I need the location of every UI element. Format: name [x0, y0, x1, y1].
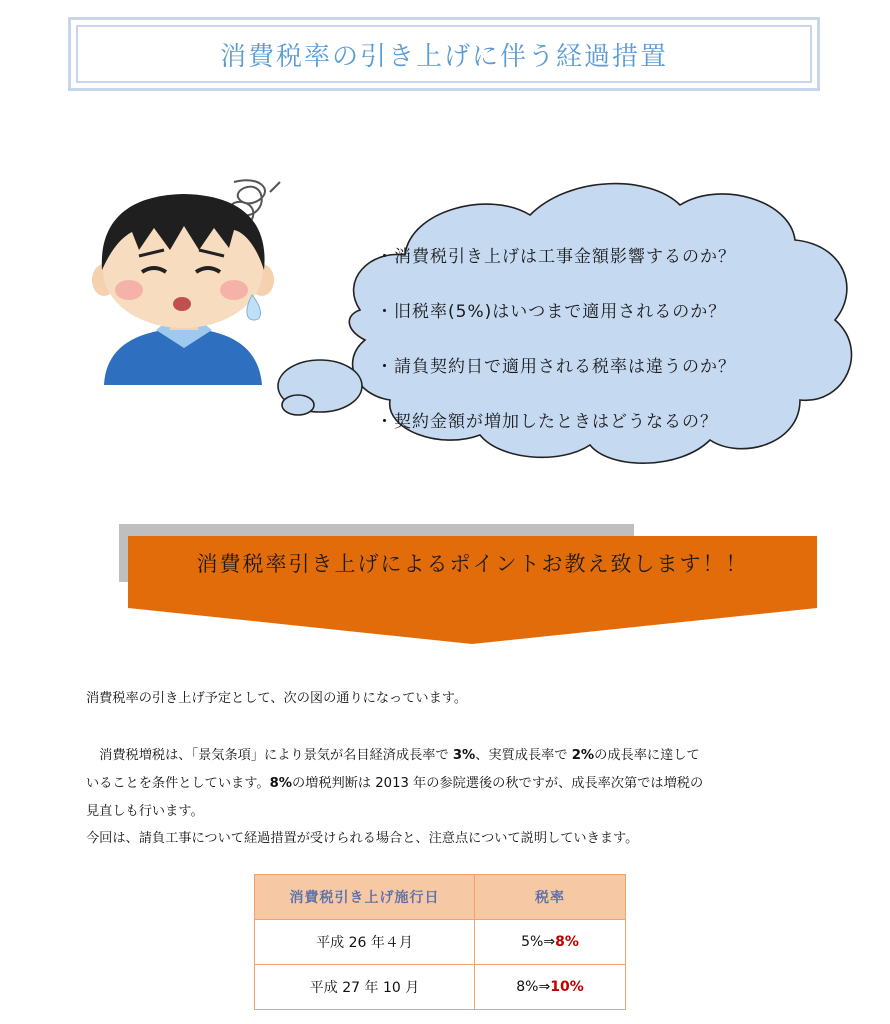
thought-bubble-tiny — [282, 395, 314, 415]
page-title: 消費税率の引き上げに伴う経過措置 — [219, 41, 668, 72]
cell-rate — [475, 920, 626, 965]
tax-rate-table — [254, 874, 626, 1010]
worried-boy-icon — [84, 170, 284, 390]
question-item: ・契約金額が増加したときはどうなるの？ — [376, 412, 718, 432]
rate-old: 8%⇒ — [516, 979, 551, 995]
point-banner — [128, 536, 817, 608]
bold-rate: 3% — [452, 748, 476, 763]
cell-date: 平成 27 年 10 月 — [255, 965, 475, 1010]
title-box — [68, 17, 820, 91]
table-row — [255, 965, 626, 1010]
rate-old: 5%⇒ — [521, 934, 556, 950]
question-item: ・旧税率(5%)はいつまで適用されるのか？ — [376, 302, 727, 322]
bold-rate: 2% — [571, 748, 595, 763]
bold-rate: 8% — [269, 776, 292, 791]
down-arrow-icon — [128, 606, 817, 646]
cell-rate — [475, 965, 626, 1010]
condition-paragraph-line1 — [86, 742, 700, 770]
text-span: 消費税増税は、「景気条項」により景気が名目経済成長率で — [86, 748, 453, 763]
condition-paragraph-line2 — [86, 770, 703, 798]
question-item: ・請負契約日で適用される税率は違うのか？ — [376, 357, 736, 377]
table-row — [255, 920, 626, 965]
text-span: の増税判断は 2013 年の参院選後の秋ですが、成長率次第では増税の — [291, 776, 704, 791]
text-span: いることを条件としています。 — [86, 776, 270, 791]
banner-text: 消費税率引き上げによるポイントお教え致します！！ — [196, 552, 749, 576]
intro-paragraph: 消費税率の引き上げ予定として、次の図の通りになっています。 — [86, 691, 468, 706]
rate-new: 10% — [550, 979, 584, 995]
header-date: 消費税引き上げ施行日 — [255, 875, 475, 920]
text-span: の成長率に達して — [594, 748, 700, 763]
text-span: 、実質成長率で — [475, 748, 572, 763]
question-list — [376, 230, 816, 450]
rate-new: 8% — [555, 934, 579, 950]
table-header-row — [255, 875, 626, 920]
explanation-paragraph: 今回は、請負工事について経過措置が受けられる場合と、注意点について説明していきます。 — [86, 831, 639, 846]
header-rate: 税率 — [475, 875, 626, 920]
condition-paragraph-line3: 見直しも行います。 — [86, 804, 204, 819]
cell-date: 平成 26 年４月 — [255, 920, 475, 965]
question-item: ・消費税引き上げは工事金額影響するのか？ — [376, 247, 736, 267]
